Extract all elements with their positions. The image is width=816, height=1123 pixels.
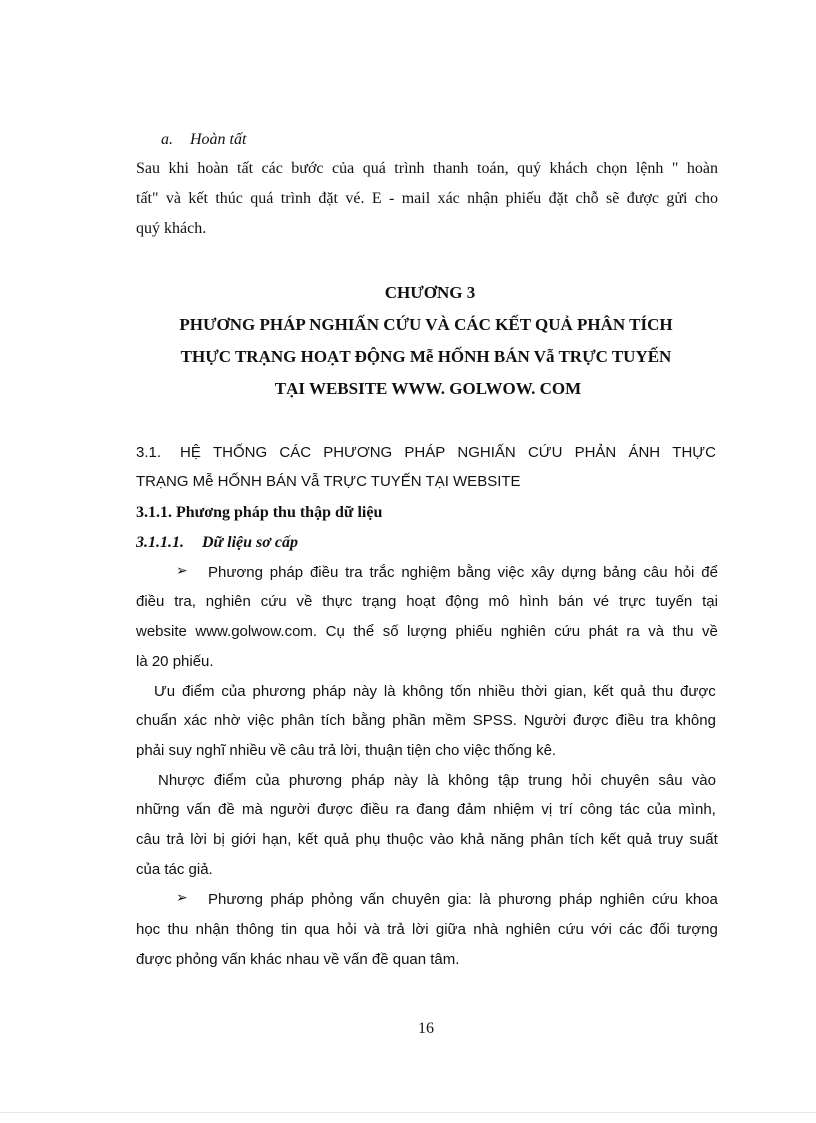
chapter-title-line-2: THỰC TRẠNG HOẠT ĐỘNG Mễ HỐNH BÁN Vẫ TRỰC TUYẾN	[180, 347, 672, 366]
disadvantages-line-4: của tác giả.	[136, 861, 213, 878]
bullet1-line-3: website www.golwow.com. Cụ thể số lượng phiếu nghiên cứu phát ra và thu về	[136, 623, 718, 640]
advantages-line-2: chuẩn xác nhờ việc phân tích bằng phần mềm SPSS. Người được điều tra không	[136, 712, 716, 729]
bullet-arrow-icon: ➢	[176, 564, 188, 579]
advantages-line-3: phải suy nghĩ nhiều về câu trả lời, thuận tiện cho việc thống kê.	[136, 742, 557, 759]
section-a-para-line-1: Sau khi hoàn tất các bước của quá trình thanh toán, quý khách chọn lệnh " hoàn	[136, 160, 718, 177]
disadvantages-line-1: Nhược điểm của phương pháp này là không tập trung hỏi chuyên sâu vào	[158, 772, 716, 789]
disadvantages-line-2: những vấn đề mà người được điều ra đang đảm nhiệm vị trí công tác của mình,	[136, 801, 716, 818]
section-a-para-line-2: tất" và kết thúc quá trình đặt vé. E - mail xác nhận phiếu đặt chỗ sẽ được gửi cho	[136, 190, 718, 207]
section-3-1-number: 3.1.	[136, 444, 162, 461]
bullet2-line-3: được phỏng vấn khác nhau về vấn đề quan tâm.	[136, 951, 460, 968]
section-a-title: Hoàn tất	[190, 131, 247, 148]
chapter-label: CHƯƠNG 3	[384, 283, 476, 302]
section-3-1-1-1-title: Dữ liệu sơ cấp	[202, 534, 298, 551]
section-3-1-heading-line-1: HỆ THỐNG CÁC PHƯƠNG PHÁP NGHIẤN CỨU PHẢN ÁNH THỰC	[180, 444, 716, 461]
section-3-1-1-1-number: 3.1.1.1.	[136, 534, 184, 551]
bullet2-line-2: học thu nhận thông tin qua hỏi và trả lời giữa nhà nghiên cứu với các đối tượng	[136, 921, 718, 938]
page-number: 16	[418, 1020, 434, 1037]
bullet1-line-2: điều tra, nghiên cứu về thực trạng hoạt động mô hình bán vé trực tuyến tại	[136, 593, 718, 610]
section-3-1-1-heading: 3.1.1. Phương pháp thu thập dữ liệu	[136, 504, 383, 521]
section-a-marker: a.	[161, 131, 173, 148]
page-bottom-divider	[0, 1112, 816, 1113]
section-a-para-line-3: quý khách.	[136, 220, 207, 237]
bullet-arrow-icon: ➢	[176, 891, 188, 906]
advantages-line-1: Ưu điểm của phương pháp này là không tốn nhiều thời gian, kết quả thu được	[154, 683, 716, 700]
chapter-title-line-3: TẠI WEBSITE WWW. GOLWOW. COM	[274, 379, 582, 398]
bullet2-line-1: Phương pháp phỏng vấn chuyên gia: là phương pháp nghiên cứu khoa	[208, 891, 718, 908]
bullet1-line-4: là 20 phiếu.	[136, 653, 214, 670]
chapter-title-line-1: PHƯƠNG PHÁP NGHIẤN CỨU VÀ CÁC KẾT QUẢ PHÂN TÍCH	[179, 315, 673, 334]
section-3-1-heading-line-2: TRẠNG Mễ HỐNH BÁN Vẫ TRỰC TUYẾN TẠI WEBSITE	[136, 473, 521, 490]
disadvantages-line-3: câu trả lời bị giới hạn, kết quả phụ thuộc vào khả năng phân tích kết quả truy suất	[136, 831, 718, 848]
bullet1-line-1: Phương pháp điều tra trắc nghiệm bằng việc xây dựng bảng câu hỏi để	[208, 564, 718, 581]
